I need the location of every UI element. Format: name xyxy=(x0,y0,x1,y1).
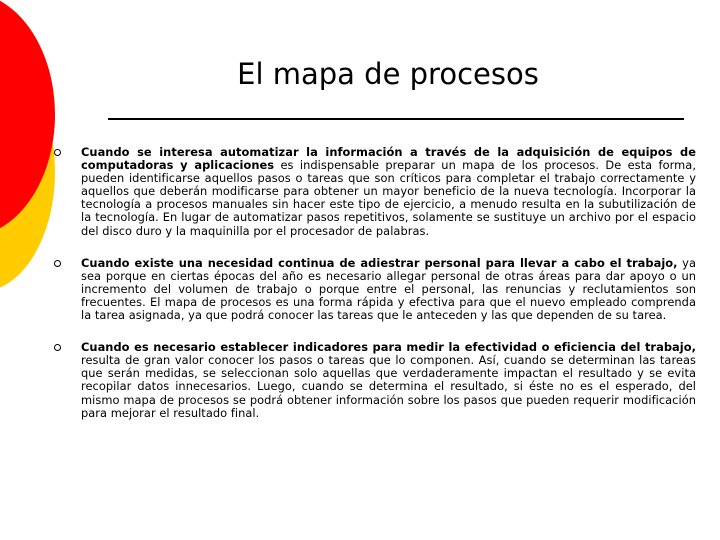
slide-title: El mapa de procesos xyxy=(237,57,539,91)
bullet-circle-icon xyxy=(54,344,61,351)
bullet-item-indicators xyxy=(50,341,696,420)
bullet-body-text: ya sea porque en ciertas épocas del año es necesario allegar personal de otras áreas para dar apoyo o un incremento del volumen de trabajo o porque entre el personal, las renuncias y reclutamientos son frecuentes. El mapa de procesos es una forma rápida y efectiva para que el nuevo empleado comprenda la tarea asignada, ya que podrá conocer las tareas que le anteceden y las que dependen de su tarea. xyxy=(81,255,696,323)
title-underline xyxy=(108,118,684,120)
bullet-body-text: resulta de gran valor conocer los pasos o tareas que lo componen. Así, cuando se determinan las tareas que serán medidas, se seleccionan solo aquellas que verdaderamente impactan el resultado y se evita recopilar datos innecesarios. Luego, cuando se determina el resultado, si éste no es el esperado, del mismo mapa de procesos se podrá obtener información sobre los pasos que pueden requerir modificación para mejorar el resultado final. xyxy=(81,353,696,420)
bullet-circle-icon xyxy=(54,149,61,156)
bullet-item-automation xyxy=(50,146,696,238)
bullet-lead-text: Cuando se interesa automatizar la información a través de la adquisición de equipos de computadoras y aplicaciones xyxy=(81,145,696,173)
bullet-list xyxy=(50,146,696,420)
bullet-lead-text: Cuando existe una necesidad continua de adiestrar personal para llevar a cabo el trabajo, xyxy=(81,255,678,270)
bullet-circle-icon xyxy=(54,260,61,267)
bullet-lead-text: Cuando es necesario establecer indicadores para medir la efectividad o eficiencia del trabajo, xyxy=(81,340,696,355)
bullet-item-training xyxy=(50,257,696,322)
bullet-body-text: es indispensable preparar un mapa de los procesos. De esta forma, pueden identificarse aquellos pasos o tareas que son críticos para completar el trabajo correctamente y aquellos que deberán modificarse para obtener un mayor beneficio de la nueva tecnología. Incorporar la tecnología a procesos manuales sin hacer este tipo de ejercicio, a menudo resulta en la subutilización de la tecnología. En lugar de automatizar pasos repetitivos, solamente se sustituye un archivo por el espacio del disco duro y la maquinilla por el procesador de palabras. xyxy=(81,158,696,238)
